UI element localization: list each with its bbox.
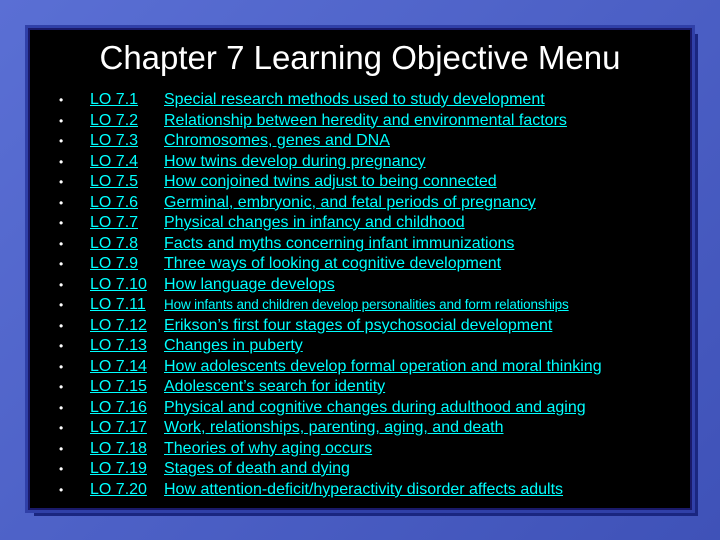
learning-objective-code-link[interactable]: LO 7.17 [90, 419, 147, 436]
learning-objective-item[interactable] [30, 111, 690, 131]
learning-objective-item[interactable] [30, 275, 690, 295]
learning-objective-code-link[interactable]: LO 7.11 [90, 296, 146, 313]
learning-objective-item[interactable] [30, 254, 690, 274]
learning-objective-code-link[interactable]: LO 7.10 [90, 275, 147, 293]
learning-objective-description-link[interactable]: How conjoined twins adjust to being connected [164, 173, 497, 190]
learning-objective-description-link[interactable]: Changes in puberty [164, 337, 303, 354]
bullet-icon: • [59, 380, 64, 394]
learning-objective-item[interactable] [30, 316, 690, 336]
learning-objective-description-link[interactable]: Relationship between heredity and environmental factors [164, 111, 567, 129]
bullet-icon: • [59, 421, 64, 435]
slide-title: Chapter 7 Learning Objective Menu [99, 39, 621, 76]
learning-objective-code-link[interactable]: LO 7.1 [90, 91, 139, 108]
learning-objective-item[interactable] [30, 234, 690, 254]
bullet-icon: • [59, 175, 64, 189]
learning-objective-code-link[interactable]: LO 7.20 [90, 480, 147, 498]
bullet-icon: • [59, 482, 64, 497]
bullet-icon: • [59, 93, 64, 107]
learning-objective-code-link[interactable]: LO 7.3 [90, 132, 139, 149]
learning-objective-code-link[interactable]: LO 7.16 [90, 398, 147, 416]
learning-objective-item[interactable] [30, 357, 690, 377]
bullet-icon: • [59, 134, 64, 148]
learning-objective-code-link[interactable]: LO 7.4 [90, 152, 139, 170]
learning-objective-item[interactable] [30, 295, 690, 315]
learning-objective-code-link[interactable]: LO 7.2 [90, 111, 139, 129]
learning-objective-code-link[interactable]: LO 7.8 [90, 234, 139, 252]
learning-objective-description-link[interactable]: How language develops [164, 275, 335, 293]
learning-objective-code-link[interactable]: LO 7.15 [90, 378, 147, 395]
bullet-icon: • [59, 195, 64, 210]
learning-objective-description-link[interactable]: Adolescent’s search for identity [164, 378, 386, 395]
learning-objective-description-link[interactable]: Special research methods used to study development [164, 91, 545, 108]
bullet-icon: • [59, 298, 64, 312]
learning-objective-item[interactable] [30, 152, 690, 172]
bullet-icon: • [59, 277, 64, 292]
learning-objective-code-link[interactable]: LO 7.18 [90, 439, 147, 457]
learning-objective-item[interactable] [30, 377, 690, 397]
slide-frame [28, 28, 692, 510]
learning-objective-item[interactable] [30, 336, 690, 356]
learning-objective-item[interactable] [30, 418, 690, 438]
learning-objective-item[interactable] [30, 131, 690, 151]
learning-objective-description-link[interactable]: Work, relationships, parenting, aging, and death [164, 419, 504, 436]
learning-objective-description-link[interactable]: Stages of death and dying [164, 460, 350, 477]
bullet-icon: • [59, 236, 64, 251]
learning-objective-description-link[interactable]: Three ways of looking at cognitive development [164, 255, 502, 272]
learning-objective-code-link[interactable]: LO 7.5 [90, 173, 139, 190]
learning-objective-code-link[interactable]: LO 7.7 [90, 214, 139, 231]
learning-objective-description-link[interactable]: How twins develop during pregnancy [164, 152, 426, 170]
learning-objective-description-link[interactable]: Theories of why aging occurs [164, 439, 373, 457]
learning-objective-item[interactable] [30, 172, 690, 192]
bullet-icon: • [59, 462, 64, 476]
learning-objective-code-link[interactable]: LO 7.14 [90, 357, 147, 375]
learning-objective-description-link[interactable]: Germinal, embryonic, and fetal periods of pregnancy [164, 193, 536, 211]
bullet-icon: • [59, 359, 64, 374]
bullet-icon: • [59, 113, 64, 128]
learning-objective-description-link[interactable]: Erikson’s first four stages of psychosocial development [164, 316, 553, 334]
learning-objective-code-link[interactable]: LO 7.9 [90, 255, 139, 272]
learning-objective-item[interactable] [30, 90, 690, 110]
bullet-icon: • [59, 154, 64, 169]
bullet-icon: • [59, 441, 64, 456]
learning-objective-description-link[interactable]: Facts and myths concerning infant immunizations [164, 234, 515, 252]
learning-objective-item[interactable] [30, 193, 690, 213]
bullet-icon: • [59, 257, 64, 271]
bullet-icon: • [59, 339, 64, 353]
learning-objective-description-link[interactable]: How attention-deficit/hyperactivity disorder affects adults [164, 480, 564, 498]
learning-objective-item[interactable] [30, 459, 690, 479]
bullet-icon: • [59, 216, 64, 230]
bullet-icon: • [59, 400, 64, 415]
learning-objective-code-link[interactable]: LO 7.6 [90, 193, 139, 211]
learning-objective-description-link[interactable]: How infants and children develop personalities and form relationships [164, 297, 569, 312]
learning-objective-item[interactable] [30, 439, 690, 459]
learning-objective-code-link[interactable]: LO 7.19 [90, 460, 147, 477]
learning-objective-code-link[interactable]: LO 7.13 [90, 337, 147, 354]
learning-objective-item[interactable] [30, 480, 690, 500]
learning-objective-code-link[interactable]: LO 7.12 [90, 316, 147, 334]
learning-objective-description-link[interactable]: Physical changes in infancy and childhood [164, 214, 465, 231]
bullet-icon: • [59, 318, 64, 333]
learning-objective-description-link[interactable]: Chromosomes, genes and DNA [164, 132, 390, 149]
learning-objective-description-link[interactable]: Physical and cognitive changes during adulthood and aging [164, 398, 586, 416]
learning-objective-description-link[interactable]: How adolescents develop formal operation and moral thinking [164, 357, 602, 375]
learning-objective-item[interactable] [30, 398, 690, 418]
learning-objective-item[interactable] [30, 213, 690, 233]
